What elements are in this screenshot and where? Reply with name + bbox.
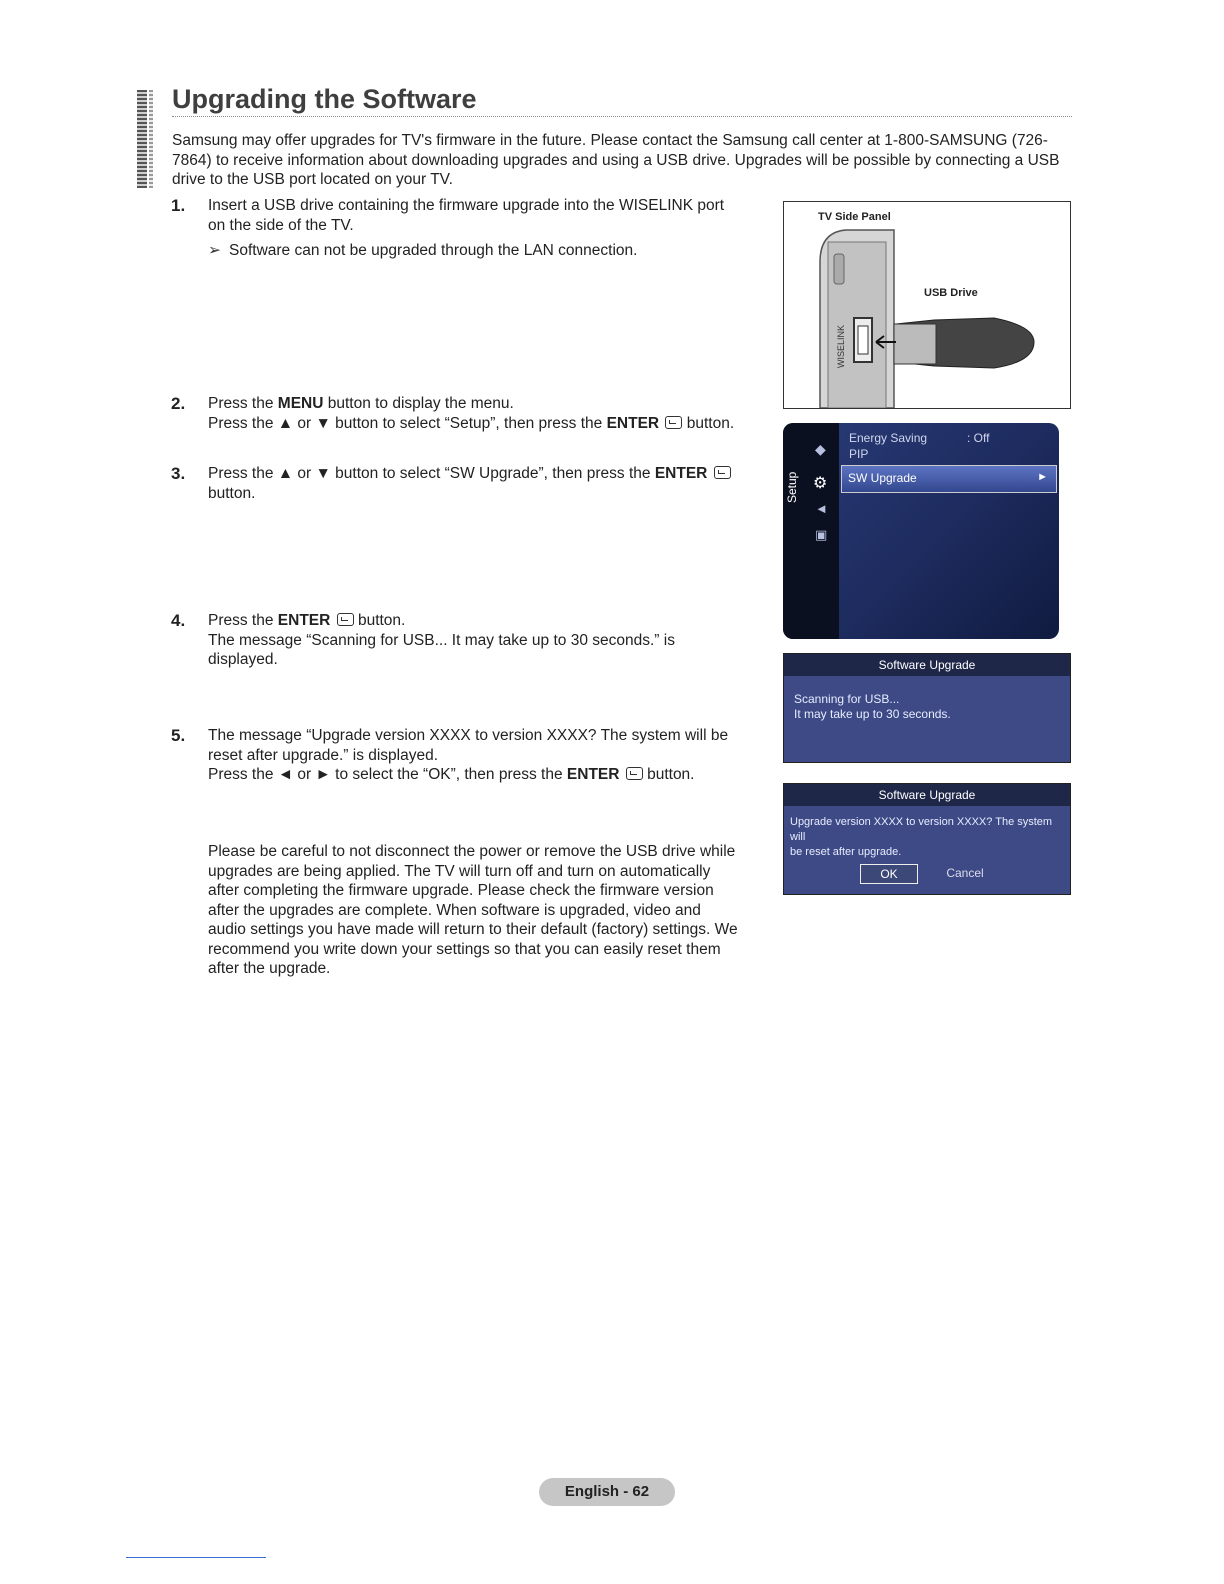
caution-line: upgrades are being applied. The TV will turn off and turn on automatically — [208, 862, 711, 880]
ok-button[interactable]: OK — [860, 864, 918, 884]
step-text-line: The message “Upgrade version XXXX to version XXXX? The system will be — [208, 727, 729, 744]
dialog-message: Upgrade version XXXX to version XXXX? The system will be reset after upgrade. — [790, 816, 1053, 858]
cancel-button[interactable]: Cancel — [946, 866, 984, 880]
figure-caption: TV Side Panel — [818, 211, 891, 223]
step-text-line: Press the ENTER button. — [208, 612, 406, 629]
step-number: 5. — [171, 726, 186, 745]
step-text-line: Press the ◄ or ► to select the “OK”, then press the ENTER button. — [208, 766, 695, 783]
title-accent-bar — [137, 90, 147, 188]
enter-icon — [665, 416, 682, 429]
picture-icon: ◆ — [815, 441, 826, 457]
step-text-line: Press the ▲ or ▼ button to select “Setup”, then press the ENTER button. — [208, 414, 735, 432]
step-note — [208, 241, 724, 261]
enter-icon — [337, 613, 354, 626]
submenu-arrow-icon: ► — [1037, 471, 1048, 483]
caution-line: audio settings you have made will return to their default (factory) settings. We — [208, 921, 738, 938]
tv-side-panel-illustration — [784, 202, 1070, 408]
title-divider — [172, 116, 1072, 118]
menu-item-energy-saving[interactable]: Energy Saving : Off — [849, 431, 990, 445]
step-number: 2. — [171, 394, 186, 413]
scanning-dialog-screenshot — [783, 653, 1071, 763]
step-number: 3. — [171, 464, 186, 483]
confirm-dialog-screenshot — [783, 783, 1071, 895]
note-text: Software can not be upgraded through the LAN connection. — [229, 242, 638, 259]
title-accent-bar-inner — [149, 90, 153, 188]
enter-icon — [714, 466, 731, 479]
setup-gear-icon: ⚙ — [813, 475, 828, 492]
input-icon: ◄ — [815, 501, 828, 516]
caution-line: after the upgrades are complete. When software is upgraded, video and — [208, 901, 701, 919]
enter-icon — [626, 767, 643, 780]
step-2 — [171, 394, 771, 438]
step-text-line: Press the ▲ or ▼ button to select “SW Upgrade”, then press the ENTER — [208, 464, 731, 484]
tv-side-panel-figure — [783, 201, 1071, 409]
step-text-line: Insert a USB drive containing the firmware upgrade into the WISELINK port — [208, 197, 725, 214]
caution-line: after the upgrade. — [208, 960, 331, 977]
menu-sidebar — [783, 423, 839, 639]
caution-line: Please be careful to not disconnect the power or remove the USB drive while — [208, 843, 736, 860]
port-label: WISELINK — [836, 324, 846, 368]
caution-paragraph — [208, 842, 778, 979]
step-text-line: button. — [208, 484, 256, 502]
intro-paragraph: Samsung may offer upgrades for TV's firmware in the future. Please contact the Samsung call center at 1-800-SAMSUNG (726-7864) to receive information about downloading upgrades and using a USB drive. Upgrades will be possible by connecting a USB drive to the USB port located on your TV. — [172, 132, 1060, 188]
menu-item-pip[interactable]: PIP — [849, 447, 869, 461]
page-title: Upgrading the Software — [172, 84, 477, 114]
caution-line: recommend you write down your settings so that you can easily reset them — [208, 940, 721, 958]
support-icon: ▣ — [815, 527, 828, 542]
dialog-title: Software Upgrade — [784, 654, 1070, 676]
step-text-line: The message “Scanning for USB... It may take up to 30 seconds.” is — [208, 631, 675, 649]
menu-item-sw-upgrade[interactable] — [841, 465, 1057, 493]
caution-line: after completing the firmware upgrade. Please check the firmware version — [208, 882, 714, 899]
step-text-line: Press the MENU button to display the menu. — [208, 395, 514, 412]
step-number: 4. — [171, 611, 186, 630]
menu-setup-label: Setup — [785, 471, 799, 503]
step-text-line: displayed. — [208, 651, 278, 668]
step-number: 1. — [171, 196, 186, 215]
menu-item-label: SW Upgrade — [848, 471, 917, 485]
setup-menu-screenshot — [783, 423, 1059, 639]
step-text-line: reset after upgrade.” is displayed. — [208, 746, 439, 764]
step-1 — [171, 196, 771, 266]
step-3 — [171, 464, 771, 508]
step-4 — [171, 611, 771, 675]
dialog-title: Software Upgrade — [784, 784, 1070, 806]
step-5 — [171, 726, 771, 790]
note-arrow-icon: ➢ — [208, 242, 221, 259]
dialog-message: Scanning for USB... It may take up to 30 seconds. — [794, 692, 951, 721]
page-number-badge: English - 62 — [539, 1478, 675, 1506]
bottom-rule — [126, 1557, 266, 1558]
usb-drive-label: USB Drive — [924, 287, 978, 299]
step-text-line: on the side of the TV. — [208, 216, 354, 234]
